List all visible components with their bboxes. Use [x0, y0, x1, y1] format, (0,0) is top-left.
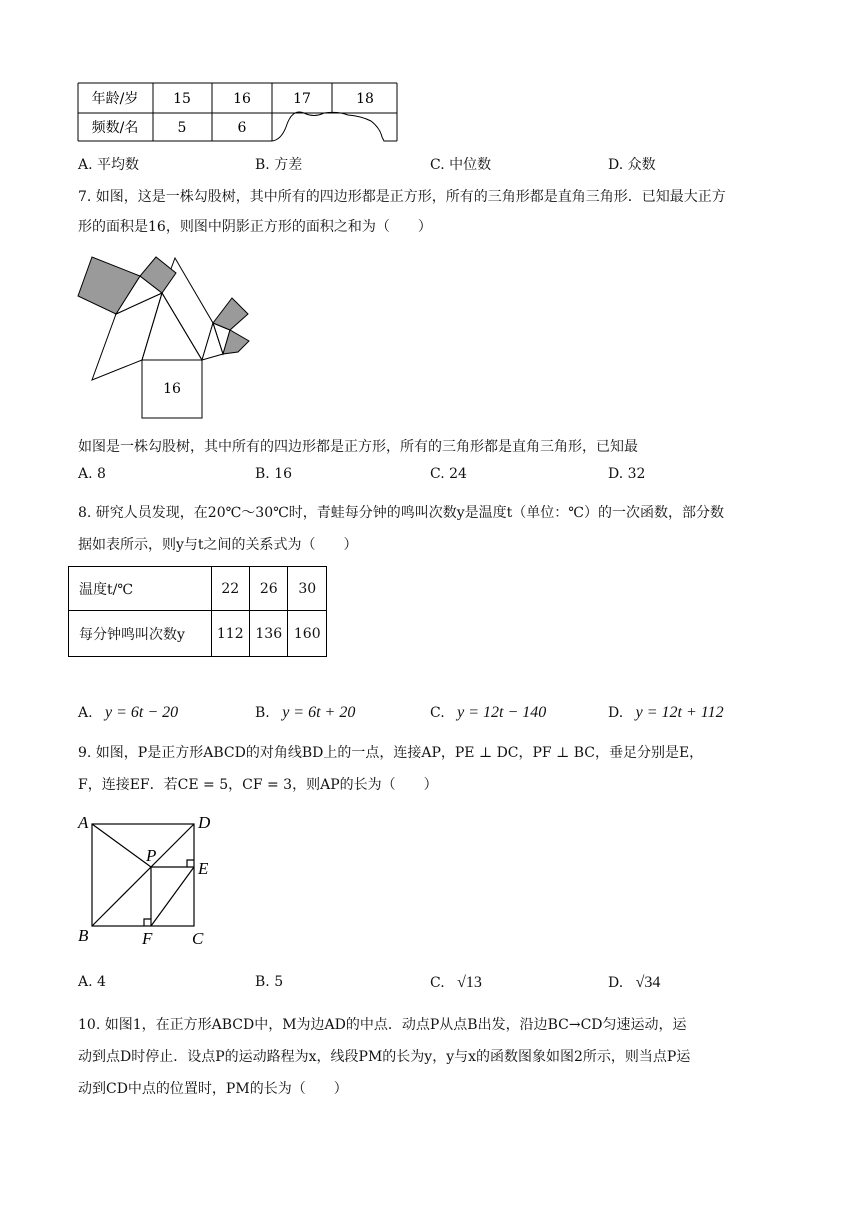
q7-stem-line2: 形的面积是16，则图中阴影正方形的面积之和为（ ） [78, 219, 432, 235]
q8-stem-line2: 据如表所示，则y与t之间的关系式为（ ） [78, 537, 358, 553]
temp-22: 22 [211, 567, 249, 611]
q6-option-c[interactable]: C. 中位数 [430, 157, 492, 173]
temp-30: 30 [288, 567, 327, 611]
q6-option-a[interactable]: A. 平均数 [78, 157, 140, 173]
q7-figure-label: 16 [163, 381, 181, 397]
pythagoras-tree-figure [72, 252, 262, 424]
label-b: B [78, 926, 89, 945]
q9-option-c[interactable] [430, 974, 482, 992]
q9-stem-line1: 9. 如图，P是正方形ABCD的对角线BD上的一点，连接AP，PE ⊥ DC，PF ⊥ BC，垂足分别是E， [78, 745, 704, 761]
q8-option-c-letter: C. [430, 705, 445, 721]
q10-stem-line1: 10. 如图1，在正方形ABCD中，M为边AD的中点．动点P从点B出发，沿边BC→CD匀速运动，运 [78, 1017, 687, 1033]
q8-option-a-formula: y = 6t − 20 [105, 704, 179, 721]
q10-stem-line3: 动到CD中点的位置时，PM的长为（ ） [78, 1081, 348, 1097]
age-17: 17 [293, 91, 311, 107]
q9-option-d-letter: D. [608, 975, 624, 991]
label-d: D [198, 813, 211, 832]
q8-option-b-formula: y = 6t + 20 [282, 704, 356, 721]
calls-header: 每分钟鸣叫次数y [69, 611, 212, 657]
age-16: 16 [233, 91, 251, 107]
q8-option-d-formula: y = 12t + 112 [635, 704, 724, 721]
q9-option-b[interactable]: B. 5 [255, 974, 284, 990]
q8-option-d[interactable] [608, 704, 724, 722]
q8-option-c-formula: y = 12t − 140 [457, 704, 547, 721]
square-abcd-figure [74, 810, 224, 950]
q7-stem-line1: 7. 如图，这是一株勾股树，其中所有的四边形都是正方形，所有的三角形都是直角三角形．已知最大正方 [78, 189, 726, 205]
q7-option-a[interactable]: A. 8 [78, 466, 106, 482]
calls-160: 160 [288, 611, 327, 657]
freq-header: 频数/名 [91, 120, 139, 136]
q6-option-b[interactable]: B. 方差 [255, 157, 303, 173]
q8-stem-line1: 8. 研究人员发现，在20℃～30℃时，青蛙每分钟的鸣叫次数y是温度t（单位：℃）的一次函数，部分数 [78, 505, 724, 521]
temp-26: 26 [250, 567, 288, 611]
label-p: P [146, 846, 157, 865]
q9-option-a[interactable]: A. 4 [78, 974, 106, 990]
q7-caption: 如图是一株勾股树，其中所有的四边形都是正方形，所有的三角形都是直角三角形，已知最 [78, 439, 638, 455]
age-table [76, 82, 402, 144]
q8-option-a[interactable] [78, 704, 178, 722]
q7-option-c[interactable]: C. 24 [430, 466, 467, 482]
q7-option-d[interactable]: D. 32 [608, 466, 646, 482]
temp-header: 温度t/℃ [69, 567, 212, 611]
q8-option-a-letter: A. [78, 705, 93, 721]
q10-stem-line2: 动到点D时停止．设点P的运动路程为x，线段PM的长为y，y与x的函数图象如图2所示，则当点P运 [78, 1049, 691, 1065]
q9-option-d[interactable] [608, 974, 660, 992]
label-f: F [142, 929, 153, 948]
label-a: A [78, 813, 89, 832]
freq-16: 6 [237, 120, 247, 136]
calls-112: 112 [211, 611, 249, 657]
label-c: C [192, 929, 204, 948]
q8-option-b[interactable] [255, 704, 355, 722]
q8-option-d-letter: D. [608, 705, 624, 721]
q9-stem-line2: F，连接EF．若CE = 5，CF = 3，则AP的长为（ ） [78, 777, 438, 793]
q6-option-d[interactable]: D. 众数 [608, 157, 656, 173]
q8-option-c[interactable] [430, 704, 546, 722]
q9-option-c-letter: C. [430, 975, 445, 991]
calls-136: 136 [250, 611, 288, 657]
label-e: E [198, 859, 209, 878]
age-header: 年龄/岁 [91, 91, 139, 107]
age-15: 15 [173, 91, 191, 107]
q9-option-c-value: √13 [457, 974, 482, 991]
frog-data-table [68, 566, 327, 657]
q7-option-b[interactable]: B. 16 [255, 466, 293, 482]
q9-option-d-value: √34 [635, 974, 661, 991]
age-18: 18 [356, 91, 374, 107]
q8-option-b-letter: B. [255, 705, 270, 721]
freq-15: 5 [177, 120, 187, 136]
